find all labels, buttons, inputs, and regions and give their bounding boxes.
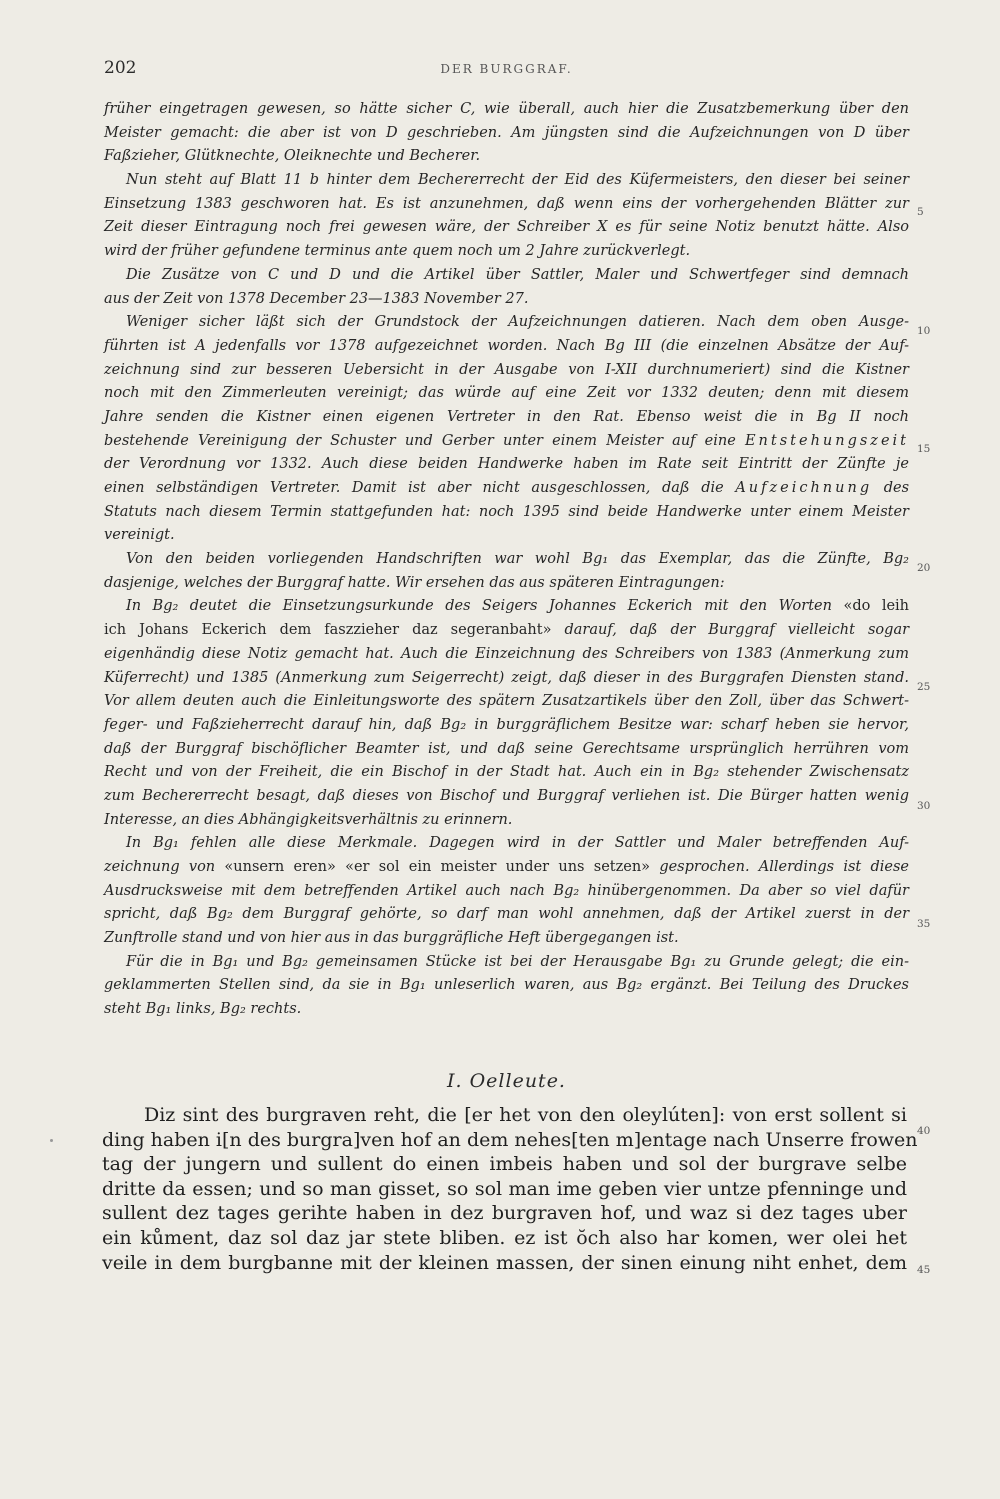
commentary-line: feger- und Faßzieherrecht darauf hin, daß Bg₂ in burggräflichem Besitze war: scharf heben sie hervor, [104, 716, 909, 733]
commentary-line: aus der Zeit von 1378 December 23—1383 November 27. [104, 290, 529, 307]
line-number: 40 [917, 1125, 931, 1137]
commentary-line [104, 430, 909, 454]
page-header [104, 58, 909, 84]
edition-line: ein kůment, daz sol daz jar stete bliben. ez ist ŏch also har komen, wer olei het [102, 1226, 907, 1249]
commentary-line: früher eingetragen gewesen, so hätte sicher C, wie überall, auch hier die Zusatzbemerkung über den [104, 101, 909, 117]
commentary-line [104, 477, 909, 501]
commentary-line [104, 856, 909, 880]
section-title: I. Oelleute. [447, 1070, 566, 1092]
commentary-line [104, 619, 909, 643]
intro-commentary [104, 98, 909, 1022]
commentary-line: Jahre senden die Kistner einen eigenen Vertreter in den Rat. Ebenso weist die in Bg II noch [104, 408, 909, 425]
edition-line: sullent dez tages gerihte haben in dez burgraven hof, und waz si dez tages uber [102, 1202, 907, 1225]
commentary-line: steht Bg₁ links, Bg₂ rechts. [104, 1001, 302, 1018]
commentary-line: Küferrecht) und 1385 (Anmerkung zum Seigerrecht) zeigt, daß dieser in des Burggrafen Diensten stand. [104, 669, 909, 686]
commentary-line [104, 595, 909, 619]
commentary-text: In Bg₂ deutet die Einsetzungsurkunde des Seigers Johannes Eckerich mit den Worten [126, 598, 832, 615]
edition-text [102, 1103, 918, 1275]
commentary-line: eigenhändig diese Notiz gemacht hat. Auch die Einzeichnung des Schreibers von 1383 (Anmerkung zum [104, 645, 909, 662]
line-number: 10 [917, 325, 931, 337]
commentary-line: Von den beiden vorliegenden Handschriften war wohl Bg₁ das Exemplar, das die Zünfte, Bg₂ [126, 551, 909, 568]
running-head: DER BURGGRAF. [440, 62, 573, 76]
commentary-line: Zunftrolle stand und von hier aus in das burggräfliche Heft übergegangen ist. [104, 930, 679, 947]
commentary-line: Die Zusätze von C und D und die Artikel über Sattler, Maler und Schwertfeger sind demnach [126, 266, 909, 283]
edition-line: dritte da essen; und so man gisset, so sol man ime geben vier untze pfenninge und [102, 1177, 907, 1200]
spaced-emphasis: Aufzeichnung [735, 480, 873, 496]
commentary-line: Interesse, an dies Abhängigkeitsverhältnis zu erinnern. [104, 811, 513, 828]
commentary-text: bestehende Vereinigung der Schuster und Gerber unter einem Meister auf eine [104, 432, 736, 449]
edition-line: veile in dem burgbanne mit der kleinen massen, der sinen einung niht enhet, dem [102, 1251, 907, 1274]
edition-line: ding haben i[n des burgra]ven hof an dem nehes[ten m]entage nach Unserre frowen [102, 1128, 918, 1151]
commentary-line: daß der Burggraf bischöflicher Beamter ist, und daß seine Gerechtsame ursprünglich herrühren vom [104, 740, 909, 757]
line-number: 30 [917, 800, 931, 812]
commentary-text: gesprochen. Allerdings ist diese [659, 859, 910, 875]
commentary-text: einen selbständigen Vertreter. Damit ist aber nicht ausgeschlossen, daß die [104, 480, 724, 496]
commentary-line: noch mit den Zimmerleuten vereinigt; das würde auf eine Zeit vor 1332 deuten; denn mit diesem [104, 385, 909, 402]
commentary-line: vereinigt. [104, 527, 175, 544]
commentary-line: Zeit dieser Eintragung noch frei gewesen wäre, der Schreiber X es für seine Notiz benutzt hätte. Also [104, 219, 909, 236]
commentary-line: Einsetzung 1383 geschworen hat. Es ist anzunehmen, daß wenn eins der vorhergehenden Blätter zur [104, 195, 909, 212]
line-number: 20 [917, 562, 931, 574]
line-number: 45 [917, 1264, 931, 1276]
commentary-line: Weniger sicher läßt sich der Grundstock der Aufzeichnungen datieren. Nach dem oben Ausge- [126, 314, 909, 331]
commentary-line: wird der früher gefundene terminus ante quem noch um 2 Jahre zurückverlegt. [104, 243, 691, 260]
edition-line: tag der jungern und sullent do einen imbeis haben und sol der burgrave selbe [102, 1153, 907, 1176]
line-number: 25 [917, 681, 931, 693]
quoted-source: «unsern eren» «er sol ein meister under uns setzen» [224, 859, 651, 875]
commentary-line: Ausdrucksweise mit dem betreffenden Artikel auch nach Bg₂ hinübergenommen. Da aber so viel dafür [104, 882, 909, 899]
quoted-source: «do leih [843, 598, 910, 615]
edition-line: Diz sint des burgraven reht, die [er het von den oleylúten]: von erst sollent si [144, 1104, 907, 1126]
line-number: 5 [917, 206, 924, 218]
commentary-text: des [883, 480, 910, 496]
commentary-line: Faßzieher, Glütknechte, Oleiknechte und Becherer. [104, 148, 481, 165]
page-number: 202 [104, 58, 137, 78]
commentary-line: Nun steht auf Blatt 11 b hinter dem Bechererrecht der Eid des Küfermeisters, den dieser bei seiner [126, 172, 909, 189]
line-number: 35 [917, 918, 931, 930]
commentary-line: Statuts nach diesem Termin stattgefunden hat: noch 1395 sind beide Handwerke unter einem Meister [104, 503, 909, 520]
margin-mark [50, 1139, 53, 1142]
commentary-line: Vor allem deuten auch die Einleitungsworte des spätern Zusatzartikels über den Zoll, über das Schwert- [104, 693, 909, 710]
commentary-line: dasjenige, welches der Burggraf hatte. Wir ersehen das aus späteren Eintragungen: [104, 574, 725, 591]
commentary-line: der Verordnung vor 1332. Auch diese beiden Handwerke haben im Rate seit Eintritt der Zünfte je [104, 456, 909, 473]
quoted-source: ich Johans Eckerich dem faszzieher daz segeranbaht» [104, 622, 552, 639]
commentary-line: spricht, daß Bg₂ dem Burggraf gehörte, so darf man wohl annehmen, daß der Artikel zuerst in der [104, 906, 909, 923]
commentary-line: In Bg₁ fehlen alle diese Merkmale. Dagegen wird in der Sattler und Maler betreffenden Auf- [126, 835, 909, 852]
commentary-line: Meister gemacht: die aber ist von D geschrieben. Am jüngsten sind die Aufzeichnungen von D über [104, 124, 909, 141]
commentary-line: geklammerten Stellen sind, da sie in Bg₁ unleserlich waren, aus Bg₂ ergänzt. Bei Teilung des Druckes [104, 977, 909, 994]
commentary-line: Recht und von der Freiheit, die ein Bischof in der Stadt hat. Auch ein in Bg₂ stehender Zwischensatz [104, 764, 909, 781]
commentary-line: führten ist A jedenfalls vor 1378 aufgezeichnet worden. Nach Bg III (die einzelnen Absätze der Auf- [104, 337, 909, 354]
line-number: 15 [917, 443, 931, 455]
commentary-text: zeichnung von [104, 859, 216, 875]
spaced-emphasis: Entstehungszeit [744, 432, 909, 449]
commentary-text: darauf, daß der Burggraf vielleicht sogar [564, 622, 910, 639]
commentary-line: zeichnung sind zur besseren Uebersicht in der Ausgabe von I-XII durchnumeriert) sind die Kistner [104, 361, 909, 378]
commentary-line: zum Bechererrecht besagt, daß dieses von Bischof und Burggraf verliehen ist. Die Bürger hatten wenig [104, 787, 909, 804]
commentary-line: Für die in Bg₁ und Bg₂ gemeinsamen Stücke ist bei der Herausgabe Bg₁ zu Grunde gelegt; die ein- [126, 953, 909, 970]
